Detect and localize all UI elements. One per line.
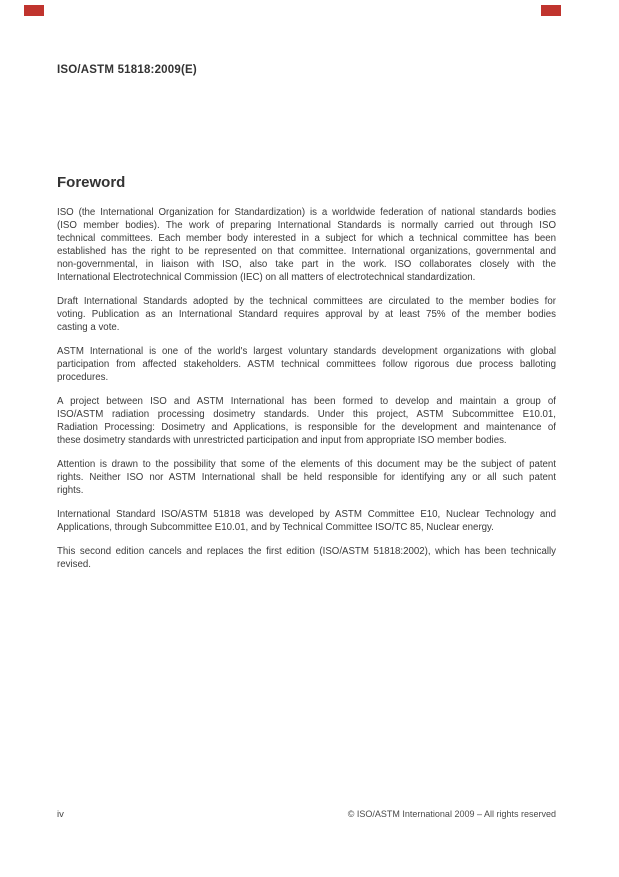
paragraph-line — [57, 271, 556, 284]
paragraph-line-text: technical committees. Each member body interested in a subject for which a technical committee has been — [57, 233, 556, 244]
paragraph-line-text: these dosimetry standards with unrestricted participation and input from appropriate ISO member bodies. — [57, 435, 507, 446]
foreword-body — [57, 206, 556, 582]
paragraph — [57, 395, 556, 447]
paragraph-line-text: A project between ISO and ASTM International has been formed to develop and maintain a group of — [57, 396, 556, 407]
paragraph-line-text: participation from affected stakeholders. ASTM technical committees follow rigorous due process balloting — [57, 359, 556, 370]
paragraph-line-text: International Electrotechnical Commission (IEC) on all matters of electrotechnical standardization. — [57, 272, 476, 283]
paragraph-line-text: (ISO member bodies). The work of preparing International Standards is normally carried out through ISO — [57, 220, 556, 231]
paragraph-line — [57, 458, 556, 471]
paragraph-line-text: Applications, through Subcommittee E10.01, and by Technical Committee ISO/TC 85, Nuclear energy. — [57, 522, 494, 533]
copyright-notice: © ISO/ASTM International 2009 – All rights reserved — [347, 809, 556, 819]
paragraph-line — [57, 434, 556, 447]
foreword-heading: Foreword — [57, 174, 126, 191]
paragraph — [57, 295, 556, 334]
paragraph-line — [57, 308, 556, 321]
red-corner-mark-left — [24, 5, 44, 16]
paragraph — [57, 545, 556, 571]
page-number: iv — [57, 809, 64, 820]
paragraph-line-text: Radiation Processing: Dosimetry and Applications, is responsible for the development and maintenance of — [57, 422, 556, 433]
paragraph-line — [57, 219, 556, 232]
paragraph-line — [57, 321, 556, 334]
paragraph-line-text: revised. — [57, 559, 91, 570]
paragraph-line-text: established has the right to be represented on that committee. International organizations, governmental and — [57, 246, 556, 257]
paragraph-line — [57, 295, 556, 308]
paragraph-line-text: Draft International Standards adopted by the technical committees are circulated to the member bodies for — [57, 296, 556, 307]
paragraph-line — [57, 521, 556, 534]
paragraph-line — [57, 421, 556, 434]
paragraph-line-text: ISO (the International Organization for Standardization) is a worldwide federation of national standards bodies — [57, 207, 556, 218]
paragraph-line-text: International Standard ISO/ASTM 51818 was developed by ASTM Committee E10, Nuclear Technology and — [57, 509, 556, 520]
paragraph-line-text: This second edition cancels and replaces the first edition (ISO/ASTM 51818:2002), which has been technically — [57, 546, 556, 557]
paragraph-line-text: rights. Neither ISO nor ASTM International shall be held responsible for identifying any or all such patent — [57, 472, 556, 483]
paragraph-line — [57, 371, 556, 384]
paragraph-line-text: procedures. — [57, 372, 109, 383]
paragraph — [57, 458, 556, 497]
paragraph — [57, 345, 556, 384]
paragraph-line — [57, 258, 556, 271]
paragraph — [57, 206, 556, 284]
paragraph-line-text: ASTM International is one of the world's largest voluntary standards development organizations with global — [57, 346, 556, 357]
page-footer — [57, 809, 556, 820]
paragraph-line — [57, 484, 556, 497]
paragraph-line — [57, 508, 556, 521]
paragraph-line — [57, 358, 556, 371]
paragraph-line-text: ISO/ASTM radiation processing dosimetry standards. Under this project, ASTM Subcommittee E10.01, — [57, 409, 556, 420]
paragraph-line-text: voting. Publication as an International Standard requires approval by at least 75% of the member bodies — [57, 309, 556, 320]
paragraph-line — [57, 206, 556, 219]
paragraph-line-text: non-governmental, in liaison with ISO, also take part in the work. ISO collaborates closely with the — [57, 259, 556, 270]
paragraph-line-text: Attention is drawn to the possibility that some of the elements of this document may be the subject of patent — [57, 459, 556, 470]
paragraph-line — [57, 245, 556, 258]
paragraph-line — [57, 471, 556, 484]
paragraph-line — [57, 345, 556, 358]
red-corner-mark-right — [541, 5, 561, 16]
paragraph — [57, 508, 556, 534]
paragraph-line-text: rights. — [57, 485, 84, 496]
paragraph-line — [57, 395, 556, 408]
paragraph-line — [57, 545, 556, 558]
paragraph-line-text: casting a vote. — [57, 322, 120, 333]
paragraph-line — [57, 558, 556, 571]
paragraph-line — [57, 232, 556, 245]
paragraph-line — [57, 408, 556, 421]
document-designation: ISO/ASTM 51818:2009(E) — [57, 64, 197, 76]
